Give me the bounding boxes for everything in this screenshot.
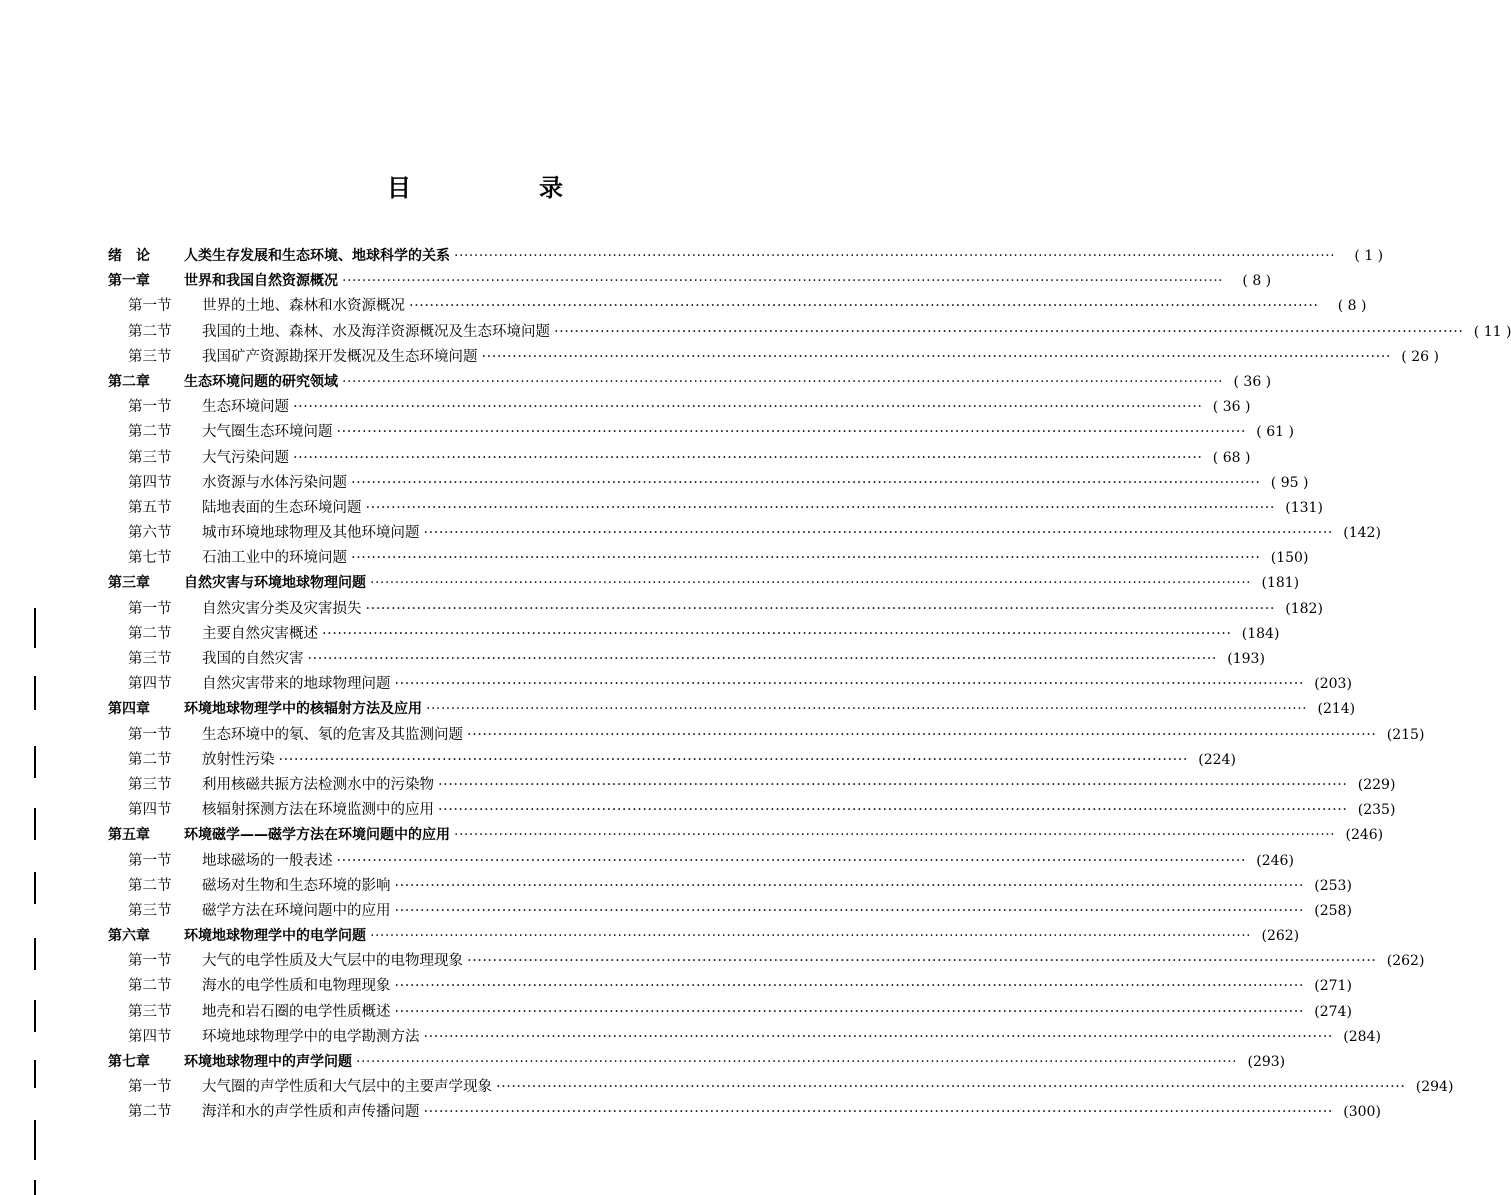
toc-page-number: (262): [1386, 953, 1425, 970]
toc-section-row: [108, 395, 1251, 420]
toc-entry-label: 第二节: [128, 625, 172, 642]
scan-edge-mark: [34, 1060, 36, 1088]
toc-page-number: ( 61 ): [1256, 424, 1294, 441]
toc-entry-label: 第二节: [128, 877, 172, 894]
toc-entry-label: 第四节: [128, 474, 172, 491]
toc-page-number: ( 95 ): [1270, 474, 1309, 491]
toc-entry-title: 我国矿产资源勘探开发概况及生态环境问题: [202, 348, 478, 365]
toc-entry-label: 第六节: [128, 525, 172, 542]
toc-page-number: (274): [1314, 1003, 1352, 1020]
toc-page-number: (271): [1314, 978, 1352, 995]
toc-section-row: [108, 496, 1323, 521]
scan-edge-mark: [34, 808, 36, 840]
toc-dot-leader: [279, 748, 1188, 773]
toc-entry-title: 自然灾害带来的地球物理问题: [202, 676, 391, 693]
toc-entry-title: 大气的电学性质及大气层中的电物理现象: [202, 953, 463, 970]
toc-entry-label: 第三节: [128, 1003, 172, 1020]
toc-page-number: (294): [1415, 1079, 1454, 1096]
toc-entry-label: 第三节: [128, 651, 172, 667]
toc-entry-label: 第二章: [108, 373, 150, 390]
toc-entry-title: 核辐射探测方法在环境监测中的应用: [202, 802, 434, 819]
toc-entry-title: 石油工业中的环境问题: [202, 550, 347, 567]
toc-page-number: (182): [1285, 600, 1323, 617]
toc-entry-title: 生态环境问题的研究领域: [184, 373, 338, 390]
toc-entry-title: 海洋和水的声学性质和声传播问题: [202, 1104, 420, 1121]
toc-entry-label: 第二节: [128, 323, 172, 340]
toc-page-number: ( 68 ): [1212, 449, 1251, 466]
toc-page-number: (224): [1198, 751, 1236, 768]
toc-section-row: [108, 294, 1367, 319]
toc-entry-label: 第二节: [128, 978, 172, 995]
toc-entry-title: 利用核磁共振方法检测水中的污染物: [202, 776, 434, 793]
toc-dot-leader: [409, 294, 1318, 319]
toc-page-number: (193): [1227, 651, 1265, 667]
toc-section-row: [108, 546, 1309, 571]
toc-section-row: [108, 773, 1396, 798]
toc-entry-label: 第四章: [108, 701, 150, 718]
toc-entry-title: 主要自然灾害概述: [202, 625, 318, 642]
toc-entry-label: 第三节: [128, 902, 172, 919]
toc-section-row: [108, 1075, 1454, 1100]
toc-page-number: (229): [1357, 776, 1396, 793]
toc-page-number: (214): [1317, 701, 1356, 718]
toc-dot-leader: [356, 1050, 1237, 1075]
toc-section-row: [108, 874, 1352, 899]
toc-entry-title: 水资源与水体污染问题: [202, 474, 347, 491]
scan-edge-mark: [34, 608, 36, 648]
toc-dot-leader: [342, 370, 1223, 395]
toc-page-number: (184): [1241, 625, 1280, 642]
toc-entry-title: 陆地表面的生态环境问题: [202, 499, 362, 516]
toc-chapter-row: [108, 1050, 1286, 1075]
toc-page-number: (215): [1386, 726, 1425, 743]
toc-dot-leader: [438, 798, 1347, 823]
toc-page-number: (235): [1357, 802, 1396, 819]
toc-entry-label: 第七章: [108, 1054, 150, 1070]
toc-entry-title: 生态环境中的氡、氡的危害及其监测问题: [202, 726, 463, 743]
toc-section-row: [108, 849, 1294, 874]
toc-entry-title: 人类生存发展和生态环境、地球科学的关系: [184, 248, 450, 264]
toc-entry-title: 大气圈生态环境问题: [202, 424, 333, 441]
toc-entry-label: 第一节: [128, 600, 172, 617]
toc-page-number: (253): [1314, 877, 1352, 894]
toc-entry-title: 我国的土地、森林、水及海洋资源概况及生态环境问题: [202, 323, 550, 340]
toc-section-row: [108, 597, 1323, 622]
toc-entry-label: 第五章: [108, 827, 150, 844]
toc-entry-title: 环境地球物理学中的电学勘测方法: [202, 1028, 420, 1045]
toc-entry-title: 自然灾害分类及灾害损失: [202, 600, 362, 617]
toc-entry-title: 大气污染问题: [202, 449, 289, 466]
toc-entry-label: 第一节: [128, 953, 172, 970]
toc-section-row: [108, 446, 1251, 471]
toc-entry-title: 环境地球物理学中的核辐射方法及应用: [184, 701, 422, 718]
toc-entry-title: 环境地球物理中的声学问题: [184, 1054, 352, 1070]
toc-entry-title: 环境磁学——磁学方法在环境问题中的应用: [184, 827, 450, 844]
toc-dot-leader: [395, 672, 1304, 697]
toc-dot-leader: [424, 1100, 1333, 1125]
toc-dot-leader: [366, 496, 1275, 521]
toc-entry-label: 第二节: [128, 1104, 172, 1121]
toc-section-row: [108, 1000, 1352, 1025]
toc-dot-leader: [351, 546, 1260, 571]
toc-section-row: [108, 647, 1265, 672]
toc-section-row: [108, 672, 1352, 697]
toc-page-number: (246): [1345, 827, 1384, 844]
toc-dot-leader: [308, 647, 1217, 672]
toc-page-number: (258): [1314, 902, 1352, 919]
toc-dot-leader: [454, 823, 1335, 848]
scan-edge-mark: [34, 1120, 36, 1160]
toc-dot-leader: [395, 899, 1304, 924]
toc-page-number: (293): [1247, 1054, 1286, 1070]
toc-section-row: [108, 1100, 1381, 1125]
toc-section-row: [108, 949, 1425, 974]
toc-dot-leader: [337, 849, 1246, 874]
toc-entry-label: 第六章: [108, 928, 150, 945]
toc-dot-leader: [424, 521, 1333, 546]
toc-page-number: ( 8 ): [1337, 298, 1367, 315]
toc-chapter-row: [108, 924, 1300, 949]
toc-entry-label: 第一节: [128, 399, 172, 416]
toc-page-number: (300): [1343, 1104, 1381, 1121]
toc-entry-label: 第四节: [128, 1028, 172, 1045]
toc-page-number: ( 8 ): [1242, 273, 1272, 290]
toc-entry-title: 环境地球物理学中的电学问题: [184, 928, 366, 945]
toc-entry-title: 城市环境地球物理及其他环境问题: [202, 525, 420, 542]
toc-dot-leader: [482, 345, 1391, 370]
toc-chapter-row: [108, 244, 1384, 269]
toc-entry-label: 第一节: [128, 726, 172, 743]
toc-dot-leader: [370, 571, 1251, 596]
toc-section-row: [108, 899, 1352, 924]
toc-entry-label: 绪 论: [108, 248, 150, 264]
page-title: 目 录: [387, 174, 615, 202]
toc-entry-label: 第二节: [128, 751, 172, 768]
toc-dot-leader: [351, 471, 1260, 496]
toc-dot-leader: [438, 773, 1347, 798]
toc-dot-leader: [366, 597, 1275, 622]
toc-dot-leader: [342, 269, 1223, 294]
toc-entry-title: 磁学方法在环境问题中的应用: [202, 902, 391, 919]
toc-section-row: [108, 974, 1352, 999]
toc-entry-label: 第五节: [128, 499, 172, 516]
toc-entry-title: 我国的自然灾害: [202, 651, 304, 667]
toc-page-number: (246): [1256, 852, 1294, 869]
toc-dot-leader: [424, 1025, 1333, 1050]
toc-section-row: [108, 320, 1511, 345]
toc-dot-leader: [454, 244, 1335, 269]
toc-dot-leader: [293, 395, 1202, 420]
toc-page-number: (131): [1285, 499, 1323, 516]
toc-dot-leader: [322, 622, 1231, 647]
toc-dot-leader: [426, 697, 1307, 722]
toc-chapter-row: [108, 370, 1272, 395]
toc-chapter-row: [108, 571, 1300, 596]
scan-edge-mark: [34, 1000, 36, 1032]
toc-section-row: [108, 345, 1439, 370]
scan-edge-mark: [34, 746, 36, 778]
toc-entry-label: 第四节: [128, 676, 172, 693]
toc-page-number: (181): [1261, 575, 1300, 592]
toc-dot-leader: [554, 320, 1463, 345]
toc-entry-label: 第一节: [128, 852, 172, 869]
toc-entry-label: 第一章: [108, 273, 150, 290]
toc-entry-title: 自然灾害与环境地球物理问题: [184, 575, 366, 592]
toc-section-row: [108, 521, 1381, 546]
toc-page-number: ( 1 ): [1354, 248, 1384, 264]
toc-page-number: (262): [1261, 928, 1300, 945]
toc-page-number: (203): [1314, 676, 1352, 693]
toc-entry-label: 第三节: [128, 449, 172, 466]
toc-entry-label: 第一节: [128, 1079, 172, 1096]
toc-page-number: (284): [1343, 1028, 1381, 1045]
toc-section-row: [108, 471, 1309, 496]
scan-edge-mark: [34, 872, 36, 904]
toc-section-row: [108, 798, 1396, 823]
toc-entry-title: 大气圈的声学性质和大气层中的主要声学现象: [202, 1079, 492, 1096]
toc-entry-title: 放射性污染: [202, 751, 275, 768]
toc-dot-leader: [293, 446, 1202, 471]
toc-page-number: ( 11 ): [1473, 323, 1511, 340]
toc-dot-leader: [467, 723, 1376, 748]
toc-page-number: ( 36 ): [1212, 399, 1251, 416]
toc-entry-label: 第七节: [128, 550, 172, 567]
toc-entry-title: 生态环境问题: [202, 399, 289, 416]
toc-dot-leader: [337, 420, 1246, 445]
toc-entry-title: 世界和我国自然资源概况: [184, 273, 338, 290]
toc-section-row: [108, 748, 1236, 773]
toc-entry-label: 第一节: [128, 298, 172, 315]
scan-edge-mark: [34, 938, 36, 970]
toc-dot-leader: [395, 1000, 1304, 1025]
toc-entry-title: 世界的土地、森林和水资源概况: [202, 298, 405, 315]
toc-entry-title: 地球磁场的一般表述: [202, 852, 333, 869]
toc-page-number: ( 36 ): [1233, 373, 1272, 390]
toc-entry-label: 第三节: [128, 776, 172, 793]
scan-edge-mark: [34, 1180, 36, 1195]
toc-dot-leader: [496, 1075, 1405, 1100]
toc-dot-leader: [467, 949, 1376, 974]
toc-page-number: ( 26 ): [1401, 348, 1439, 365]
toc-dot-leader: [395, 974, 1304, 999]
toc-section-row: [108, 723, 1425, 748]
toc-chapter-row: [108, 269, 1272, 294]
toc-entry-title: 海水的电学性质和电物理现象: [202, 978, 391, 995]
toc-chapter-row: [108, 697, 1356, 722]
toc-entry-title: 地壳和岩石圈的电学性质概述: [202, 1003, 391, 1020]
toc-section-row: [108, 622, 1280, 647]
toc-entry-label: 第三章: [108, 575, 150, 592]
toc-chapter-row: [108, 823, 1384, 848]
toc-section-row: [108, 1025, 1381, 1050]
toc-page-number: (150): [1270, 550, 1309, 567]
scan-edge-mark: [34, 676, 36, 710]
toc-dot-leader: [395, 874, 1304, 899]
toc-entry-label: 第四节: [128, 802, 172, 819]
toc-entry-label: 第三节: [128, 348, 172, 365]
toc-section-row: [108, 420, 1294, 445]
toc-entry-label: 第二节: [128, 424, 172, 441]
toc-entry-title: 磁场对生物和生态环境的影响: [202, 877, 391, 894]
toc-dot-leader: [370, 924, 1251, 949]
toc-page-number: (142): [1343, 525, 1381, 542]
table-of-contents: [108, 244, 1511, 1126]
